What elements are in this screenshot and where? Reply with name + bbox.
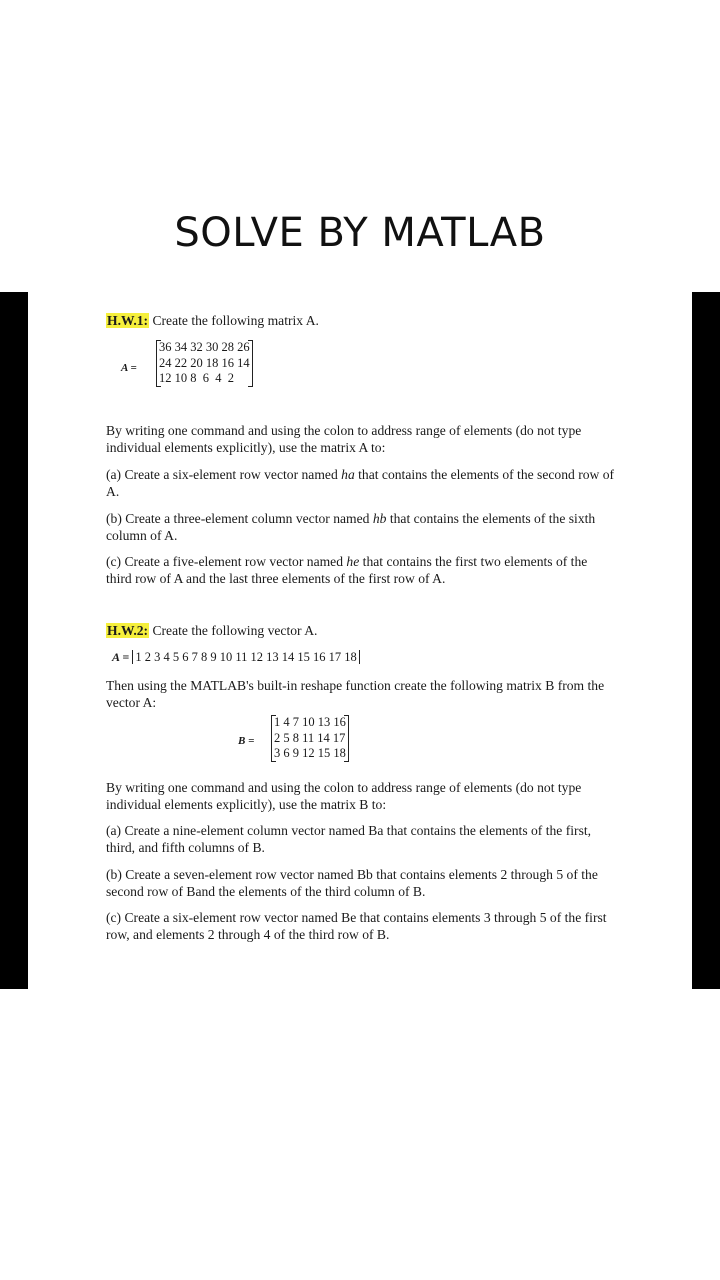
hw1-tag: H.W.1: [107, 313, 149, 328]
matrix-row: 2 5 8 11 14 17 [274, 730, 346, 745]
hw2-reshape-text: Then using the MATLAB's built-in reshape function create the following matrix B from the vector A: [106, 678, 605, 710]
hw2-heading [106, 622, 616, 639]
left-black-bar [0, 292, 28, 989]
hw1-matrix-label: A = [121, 362, 137, 374]
hw2-matrix-label: B = [238, 735, 255, 747]
hw1-instruction: By writing one command and using the colon to address range of elements (do not type individual elements explicitly), use the matrix A to: [106, 423, 582, 455]
matrix-row: 1 4 7 10 13 16 [274, 715, 346, 729]
hw2-vector-label: A = [112, 650, 130, 664]
hw2-intro: Create the following vector A. [149, 623, 318, 638]
hw1-matrix-a [156, 340, 253, 387]
vector-values: 1 2 3 4 5 6 7 8 9 10 11 12 13 14 15 16 17 18 [132, 650, 359, 664]
hw1-intro: Create the following matrix A. [149, 313, 319, 328]
hw1-part-a: (a) Create a six-element row vector named ha that contains the elements of the second row of A. [106, 467, 615, 499]
hw2-matrix-b [271, 715, 349, 762]
page-title: SOLVE BY MATLAB [174, 210, 546, 256]
hw1-heading [106, 312, 616, 329]
hw2-instruction: By writing one command and using the colon to address range of elements (do not type individual elements explicitly), use the matrix B to: [106, 780, 582, 812]
hw1-part-c: (c) Create a five-element row vector named he that contains the first two elements of the third row of A and the last three elements of the first row of A. [106, 554, 588, 586]
hw2-tag: H.W.2: [107, 623, 149, 638]
hw1-part-b: (b) Create a three-element column vector named hb that contains the elements of the sixth column of A. [106, 511, 596, 543]
hw2-part-b: (b) Create a seven-element row vector named Bb that contains elements 2 through 5 of the second row of Band the elements of the third column of B. [106, 867, 598, 899]
hw2-vector-a [112, 650, 360, 665]
matrix-row: 36 34 32 30 28 26 [159, 340, 250, 354]
matrix-row: 12 10 8 6 4 2 [159, 371, 234, 385]
document-image [28, 292, 692, 989]
matrix-row: 24 22 20 18 16 14 [159, 355, 250, 370]
matrix-row: 3 6 9 12 15 18 [274, 746, 346, 760]
right-black-bar [692, 292, 720, 989]
hw2-part-a: (a) Create a nine-element column vector named Ba that contains the elements of the first, third, and fifth columns of B. [106, 823, 592, 855]
hw2-part-c: (c) Create a six-element row vector named Be that contains elements 3 through 5 of the first row, and elements 2 through 4 of the third row of B. [106, 910, 607, 942]
